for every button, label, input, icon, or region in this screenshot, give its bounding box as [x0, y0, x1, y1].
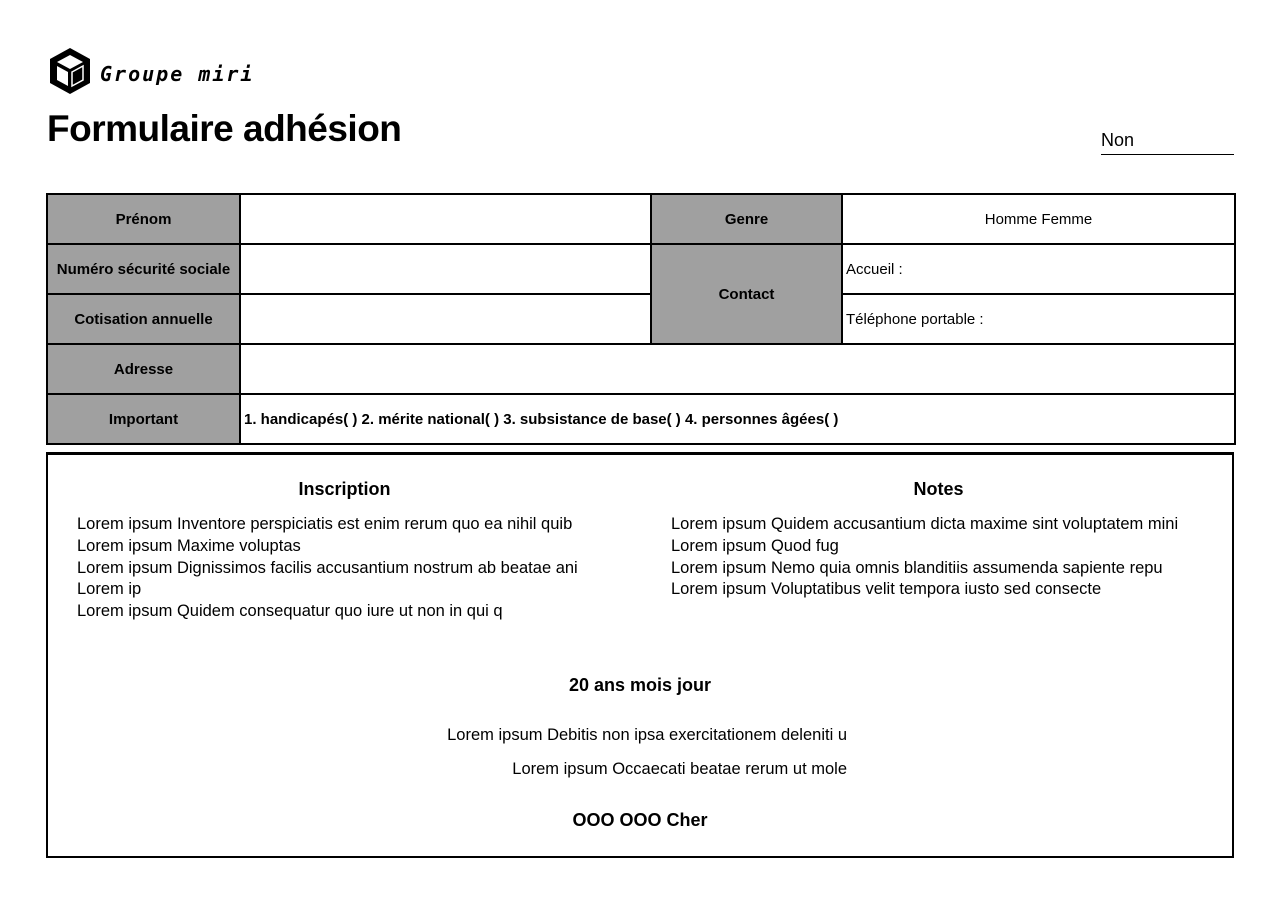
gender-label: Genre [651, 194, 842, 244]
notes-line: Lorem ipsum Voluptatibus velit tempora iusto sed consecte [671, 580, 1102, 599]
signature-line: OOO OOO Cher [572, 810, 708, 830]
brand-logo [48, 46, 254, 101]
important-options[interactable]: 1. handicapés( ) 2. mérite national( ) 3. subsistance de base( ) 4. personnes âgées( ) [240, 394, 1235, 444]
first-name-field[interactable] [240, 194, 651, 244]
date-line: 20 ans mois jour [568, 675, 712, 695]
page-title: Formulaire adhésion [47, 108, 402, 149]
address-field[interactable] [240, 344, 1235, 394]
notes-line: Lorem ipsum Quidem accusantium dicta maxime sint voluptatem mini [671, 515, 1179, 533]
first-name-label: Prénom [47, 194, 240, 244]
brand-name: Groupe miri [100, 61, 255, 86]
notes-column [671, 479, 1206, 601]
inscription-line: Lorem ipsum Quidem consequatur quo iure ut non in qui q [77, 602, 503, 621]
inscription-line: Lorem ipsum Inventore perspiciatis est enim rerum quo ea nihil quib [77, 515, 573, 533]
gender-field[interactable]: Homme Femme [842, 194, 1235, 244]
inscription-column [77, 479, 612, 623]
annual-fee-label: Cotisation annuelle [47, 294, 240, 344]
details-section [46, 452, 1234, 858]
ssn-label: Numéro sécurité sociale [47, 244, 240, 294]
notes-line: Lorem ipsum Nemo quia omnis blanditiis assumenda sapiente repu [671, 558, 1163, 577]
address-label: Adresse [47, 344, 240, 394]
inscription-line: Lorem ipsum Maxime voluptas [77, 536, 301, 555]
inscription-line: Lorem ip [77, 580, 142, 599]
important-label: Important [47, 394, 240, 444]
notes-heading: Notes [913, 479, 964, 499]
notes-line: Lorem ipsum Quod fug [671, 536, 839, 555]
cube-icon [48, 46, 92, 101]
annual-fee-field[interactable] [240, 294, 651, 344]
mobile-phone-field[interactable]: Téléphone portable : [842, 294, 1235, 344]
body-text-line: Lorem ipsum Occaecati beatae rerum ut mole [512, 760, 847, 778]
number-field[interactable]: Non [1101, 128, 1234, 155]
contact-label: Contact [651, 244, 842, 344]
inscription-line: Lorem ipsum Dignissimos facilis accusantium nostrum ab beatae ani [77, 558, 578, 577]
member-info-table [46, 193, 1236, 445]
inscription-heading: Inscription [298, 479, 391, 499]
ssn-field[interactable] [240, 244, 651, 294]
home-phone-field[interactable]: Accueil : [842, 244, 1235, 294]
body-text-line: Lorem ipsum Debitis non ipsa exercitationem deleniti u [447, 726, 847, 744]
